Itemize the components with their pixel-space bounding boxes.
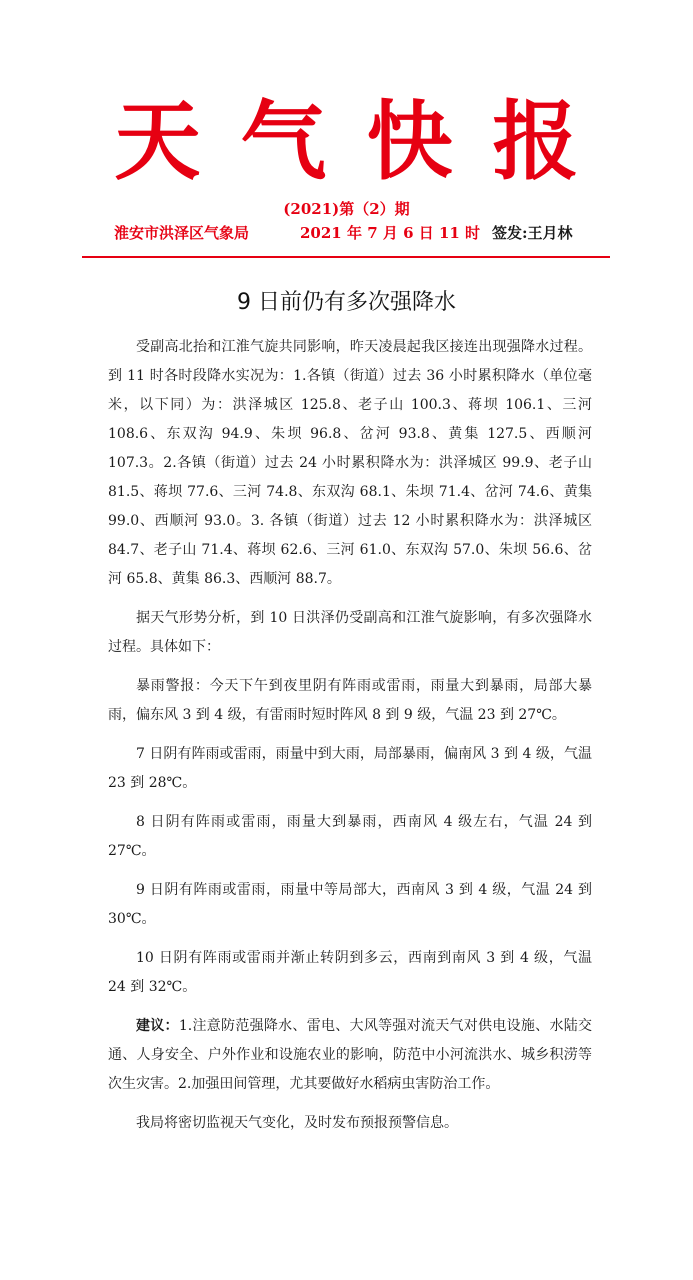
paragraph-text: 据天气形势分析，到 10 日洪泽仍受副高和江淮气旋影响，有多次强降水过程。具体如下： <box>108 610 592 655</box>
header-divider <box>82 256 610 258</box>
signer: 签发:王月林 <box>492 224 573 242</box>
paragraph-text: 暴雨警报：今天下午到夜里阴有阵雨或雷雨，雨量大到暴雨，局部大暴雨，偏东风 3 到 4 级，有雷雨时短时阵风 8 到 9 级，气温 23 到 27℃。 <box>108 678 592 723</box>
advice-label: 建议： <box>136 1018 179 1034</box>
paragraph-rainfall-observations <box>108 333 592 594</box>
paragraph-text: 8 日阴有阵雨或雷雨，雨量大到暴雨，西南风 4 级左右，气温 24 到 27℃。 <box>108 814 592 859</box>
paragraph-text: 10 日阴有阵雨或雷雨并渐止转阴到多云，西南到南风 3 到 4 级，气温 24 到 32℃。 <box>108 950 592 995</box>
masthead-title: 天气快报 <box>114 92 619 192</box>
paragraph-outlook <box>108 604 592 662</box>
article-headline: 9 日前仍有多次强降水 <box>237 290 456 315</box>
issuing-org: 淮安市洪泽区气象局 <box>114 224 250 242</box>
paragraph-closing <box>108 1109 592 1138</box>
paragraph-advice <box>108 1012 592 1099</box>
paragraph-day-7 <box>108 740 592 798</box>
paragraph-rainstorm-warning <box>108 672 592 730</box>
article-body <box>108 333 592 1148</box>
paragraph-text: 受副高北抬和江淮气旋共同影响，昨天凌晨起我区接连出现强降水过程。到 11 时各时段降水实况为：1.各镇（街道）过去 36 小时累积降水（单位毫米，以下同）为：洪泽城区 125.8、老子山 100.3、蒋坝 106.1、三河 108.6、东双沟 94.9、朱坝 96.8、岔河 93.8、黄集 127.5、西顺河 107.3。2.各镇（街道）过去 24 小时累积降水为：洪泽城区 99.9、老子山 81.5、蒋坝 77.6、三河 74.8、东双沟 68.1、朱坝 71.4、岔河 74.6、黄集 99.0、西顺河 93.0。3. 各镇（街道）过去 12 小时累积降水为：洪泽城区 84.7、老子山 71.4、蒋坝 62.6、三河 61.0、东双沟 57.0、朱坝 56.6、岔河 65.8、黄集 86.3、西顺河 88.7。 <box>108 339 592 587</box>
paragraph-text: 我局将密切监视天气变化，及时发布预报预警信息。 <box>136 1115 458 1131</box>
issue-number: (2021)第（2）期 <box>283 200 410 218</box>
paragraph-day-10 <box>108 944 592 1002</box>
paragraph-text: 9 日阴有阵雨或雷雨，雨量中等局部大，西南风 3 到 4 级，气温 24 到 30℃。 <box>108 882 592 927</box>
issue-datetime: 2021 年 7 月 6 日 11 时 <box>300 224 481 242</box>
paragraph-day-8 <box>108 808 592 866</box>
paragraph-text: 7 日阴有阵雨或雷雨，雨量中到大雨，局部暴雨，偏南风 3 到 4 级，气温 23 到 28℃。 <box>108 746 592 791</box>
paragraph-day-9 <box>108 876 592 934</box>
paragraph-text: 1.注意防范强降水、雷电、大风等强对流天气对供电设施、水陆交通、人身安全、户外作业和设施农业的影响，防范中小河流洪水、城乡积涝等次生灾害。2.加强田间管理，尤其要做好水稻病虫害防治工作。 <box>108 1018 593 1092</box>
